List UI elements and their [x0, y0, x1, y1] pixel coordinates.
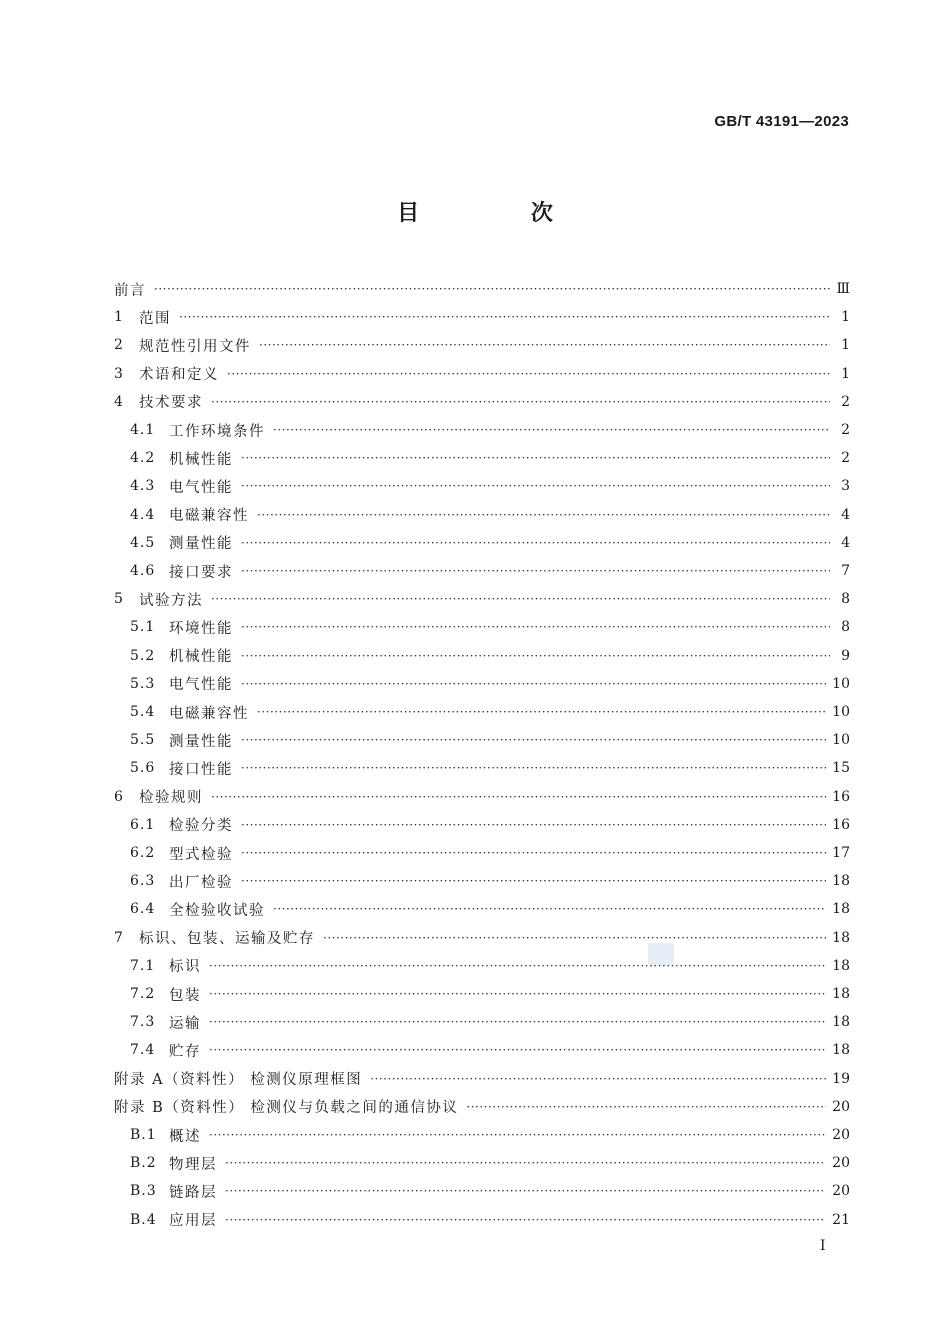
toc-dot-leader	[241, 847, 826, 859]
toc-entry-page: 21	[832, 1211, 850, 1228]
toc-entry[interactable]	[114, 754, 850, 782]
toc-entry-number: 4.6	[130, 563, 156, 579]
toc-entry[interactable]	[114, 1008, 850, 1036]
toc-entry-number: B.2	[130, 1155, 157, 1172]
watermark-logo	[648, 943, 674, 965]
toc-entry-number: 5.3	[130, 675, 156, 692]
toc-entry-page: 18	[832, 1042, 850, 1059]
toc-entry-page: 18	[832, 873, 850, 890]
toc-entry-label: 链路层	[169, 1184, 217, 1201]
toc-dot-leader	[466, 1101, 826, 1113]
toc-dot-leader	[259, 339, 830, 351]
toc-entry-number: 1	[114, 309, 124, 326]
toc-entry[interactable]	[114, 388, 850, 416]
toc-entry[interactable]	[114, 924, 850, 952]
toc-entry-page: 4	[841, 534, 850, 551]
toc-dot-leader	[209, 1016, 826, 1028]
toc-entry-label: 前言	[114, 282, 146, 299]
toc-entry-number: 2	[114, 337, 124, 354]
toc-dot-leader	[241, 875, 826, 887]
toc-entry-page: 1	[841, 337, 850, 354]
toc-entry-label: 标识	[169, 959, 201, 976]
toc-entry[interactable]	[114, 783, 850, 811]
toc-entry[interactable]	[114, 275, 850, 303]
toc-entry-label: 物理层	[169, 1156, 217, 1173]
toc-entry-label: 检验规则	[139, 790, 203, 807]
toc-entry-page: 10	[832, 704, 850, 720]
toc-dot-leader	[241, 621, 830, 633]
toc-dot-leader	[211, 396, 830, 408]
toc-entry[interactable]	[114, 867, 850, 895]
toc-entry-label: 范围	[139, 310, 171, 327]
toc-entry[interactable]	[114, 1065, 850, 1093]
toc-entry[interactable]	[114, 1149, 850, 1177]
toc-dot-leader	[209, 988, 826, 1000]
toc-entry-label: 检验分类	[169, 818, 233, 835]
toc-entry[interactable]	[114, 1177, 850, 1205]
toc-entry-number: 6.3	[130, 873, 156, 890]
toc-entry-number: 5.5	[130, 732, 156, 749]
toc-entry-page: 17	[832, 845, 850, 861]
toc-entry-page: 8	[841, 591, 850, 608]
toc-entry-number: B.4	[130, 1211, 157, 1228]
toc-entry-number: 6.1	[130, 816, 156, 833]
toc-dot-leader	[257, 706, 826, 718]
toc-entry-page: 18	[832, 1014, 850, 1031]
toc-dot-leader	[257, 509, 830, 521]
toc-entry-label: 标识、包装、运输及贮存	[139, 931, 315, 948]
toc-entry-page: 16	[832, 816, 850, 833]
toc-entry-page: 2	[841, 393, 850, 410]
toc-entry-number: 4.4	[130, 506, 156, 523]
toc-entry-number: 7.1	[130, 957, 156, 974]
toc-dot-leader	[209, 960, 826, 972]
toc-entry-label: 出厂检验	[169, 874, 233, 891]
toc-entry[interactable]	[114, 698, 850, 726]
toc-entry-label: 包装	[169, 987, 201, 1004]
toc-entry-page: 18	[832, 986, 850, 1002]
toc-entry-number: 4	[114, 393, 124, 410]
toc-entry-label: 概述	[169, 1128, 201, 1145]
toc-entry-page: 2	[841, 422, 850, 438]
toc-entry[interactable]	[114, 557, 850, 585]
toc-entry-page: 20	[832, 1155, 850, 1172]
toc-dot-leader	[241, 565, 830, 577]
toc-entry[interactable]	[114, 726, 850, 754]
toc-entry-label: 机械性能	[169, 451, 233, 468]
toc-entry-label: 型式检验	[169, 846, 233, 863]
toc-dot-leader	[225, 1185, 826, 1197]
toc-entry-page: 15	[832, 760, 850, 777]
toc-dot-leader	[241, 480, 830, 492]
toc-dot-leader	[209, 1044, 826, 1056]
toc-entry-label: 技术要求	[139, 395, 203, 412]
toc-entry-number: 7.4	[130, 1042, 156, 1059]
toc-entry-label: 环境性能	[169, 620, 233, 637]
toc-entry-page: 18	[832, 901, 850, 918]
toc-entry-label: 试验方法	[139, 592, 203, 609]
toc-entry-page: 20	[832, 1098, 850, 1115]
toc-dot-leader	[273, 903, 826, 915]
toc-entry-label: 规范性引用文件	[139, 338, 251, 355]
standard-number: GB/T 43191—2023	[714, 113, 849, 130]
toc-entry[interactable]	[114, 1093, 850, 1121]
toc-entry[interactable]	[114, 416, 850, 444]
toc-dot-leader	[211, 593, 830, 605]
toc-dot-leader	[179, 311, 830, 323]
toc-dot-leader	[227, 368, 830, 380]
toc-dot-leader	[370, 1073, 826, 1085]
toc-dot-leader	[241, 452, 830, 464]
toc-entry-label: 贮存	[169, 1043, 201, 1060]
toc-entry-page: 7	[841, 563, 850, 579]
toc-entry[interactable]	[114, 811, 850, 839]
toc-entry[interactable]	[114, 472, 850, 500]
toc-entry[interactable]	[114, 501, 850, 529]
toc-entry-label: 电气性能	[169, 677, 233, 694]
toc-entry-label: 电磁兼容性	[169, 508, 249, 525]
toc-dot-leader	[241, 819, 826, 831]
toc-entry[interactable]	[114, 1036, 850, 1064]
toc-entry-page: 4	[841, 506, 850, 523]
toc-entry-page: 19	[832, 1070, 850, 1087]
toc-entry-page: 20	[832, 1183, 850, 1200]
toc-entry-number: 6	[114, 788, 124, 805]
toc-entry-page: 10	[832, 732, 850, 749]
toc-entry[interactable]	[114, 331, 850, 359]
toc-dot-leader	[211, 791, 826, 803]
toc-entry-number: 4.5	[130, 534, 156, 551]
toc-entry[interactable]	[114, 613, 850, 641]
toc-entry-number: B.1	[130, 1127, 157, 1143]
toc-entry[interactable]	[114, 952, 850, 980]
toc-dot-leader	[241, 734, 826, 746]
toc-entry[interactable]	[114, 529, 850, 557]
toc-entry-number: 7	[114, 929, 124, 946]
toc-entry-number: 6.2	[130, 845, 156, 861]
toc-dot-leader	[241, 762, 826, 774]
toc-entry-number: 7.2	[130, 986, 156, 1002]
toc-entry-number: 4.3	[130, 478, 156, 495]
toc-dot-leader	[323, 932, 826, 944]
toc-entry-number: 4.1	[130, 422, 156, 438]
toc-entry-page: 18	[832, 957, 850, 974]
toc-entry-number: 4.2	[130, 450, 156, 467]
toc-entry[interactable]	[114, 839, 850, 867]
toc-entry[interactable]	[114, 1206, 850, 1234]
toc-entry-label: 工作环境条件	[169, 423, 265, 440]
toc-dot-leader	[154, 283, 830, 295]
toc-entry[interactable]	[114, 303, 850, 331]
toc-entry-page: 1	[841, 365, 850, 382]
toc-dot-leader	[209, 1129, 826, 1141]
toc-entry[interactable]	[114, 1121, 850, 1149]
toc-entry-label: 运输	[169, 1015, 201, 1032]
page-title: 目 次	[397, 201, 605, 226]
toc-entry-page: Ⅲ	[836, 281, 850, 297]
toc-entry-label: 附录 A（资料性） 检测仪原理框图	[114, 1072, 363, 1089]
toc-entry[interactable]	[114, 444, 850, 472]
toc-entry-number: 6.4	[130, 901, 156, 918]
toc-entry[interactable]	[114, 980, 850, 1008]
toc-entry[interactable]	[114, 360, 850, 388]
toc-entry-page: 3	[841, 478, 850, 495]
toc-entry-page: 20	[832, 1127, 850, 1143]
toc-entry-number: 7.3	[130, 1014, 156, 1031]
toc-entry-label: 术语和定义	[139, 367, 219, 384]
toc-entry-number: 5	[114, 591, 124, 608]
toc-dot-leader	[241, 537, 830, 549]
toc-entry-number: 3	[114, 365, 124, 382]
toc-dot-leader	[241, 650, 830, 662]
toc-entry-page: 1	[841, 309, 850, 326]
toc-entry-label: 机械性能	[169, 649, 233, 666]
page-number: I	[820, 1238, 826, 1254]
toc-entry-number: B.3	[130, 1183, 157, 1200]
toc-entry-label: 全检验收试验	[169, 902, 265, 919]
toc-entry-page: 2	[841, 450, 850, 467]
toc-dot-leader	[225, 1214, 826, 1226]
toc-dot-leader	[225, 1157, 826, 1169]
toc-entry-page: 18	[832, 929, 850, 946]
toc-entry-label: 电磁兼容性	[169, 705, 249, 722]
toc-entry-number: 5.6	[130, 760, 156, 777]
toc-entry-label: 电气性能	[169, 479, 233, 496]
toc-entry-number: 5.4	[130, 704, 156, 720]
toc-entry[interactable]	[114, 585, 850, 613]
toc-dot-leader	[241, 678, 826, 690]
toc-entry-page: 8	[841, 619, 850, 636]
toc-entry-label: 测量性能	[169, 536, 233, 553]
toc-entry-label: 接口要求	[169, 564, 233, 581]
toc-entry[interactable]	[114, 670, 850, 698]
toc-entry-page: 10	[832, 675, 850, 692]
toc-entry-page: 16	[832, 788, 850, 805]
toc-dot-leader	[273, 424, 830, 436]
toc-entry-label: 附录 B（资料性） 检测仪与负载之间的通信协议	[114, 1100, 459, 1117]
toc-entry[interactable]	[114, 895, 850, 923]
toc-entry[interactable]	[114, 642, 850, 670]
toc-entry-page: 9	[841, 647, 850, 664]
toc-entry-number: 5.2	[130, 647, 156, 664]
toc-entry-number: 5.1	[130, 619, 156, 636]
toc-entry-label: 应用层	[169, 1213, 217, 1230]
toc-entry-label: 测量性能	[169, 733, 233, 750]
toc-entry-label: 接口性能	[169, 761, 233, 778]
